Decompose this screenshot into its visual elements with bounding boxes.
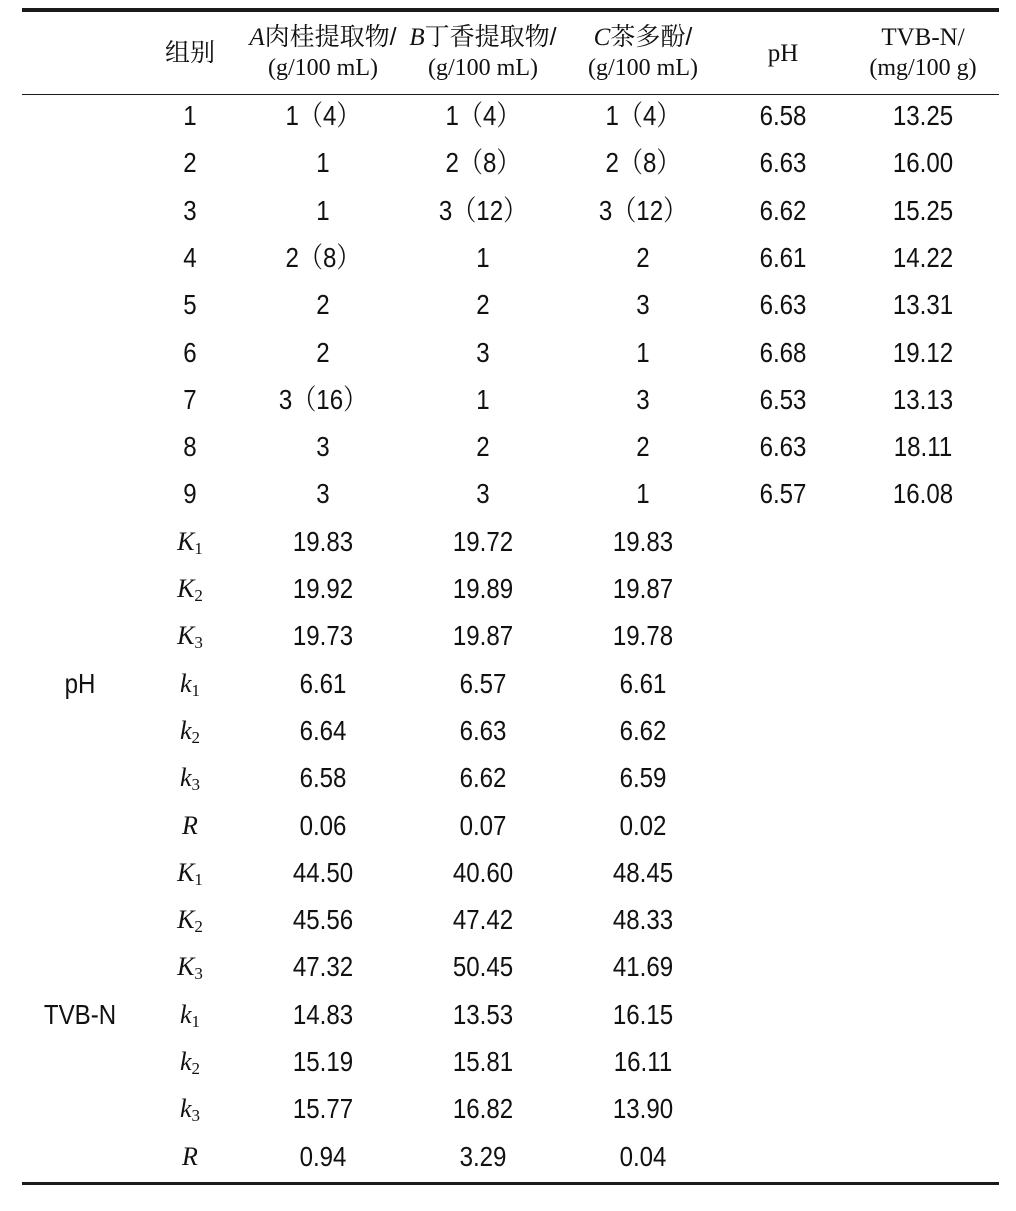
header-bottom-rule — [22, 94, 999, 95]
table-top-rule — [22, 8, 999, 12]
factor-b-cell: 2（8） — [445, 147, 521, 178]
ph-cell: 6.58 — [759, 100, 807, 131]
factor-a-cell: 2 — [316, 337, 330, 368]
stat-a-cell: 19.73 — [292, 620, 354, 651]
stat-c-cell: 48.33 — [612, 904, 674, 935]
stat-a-cell: 14.83 — [292, 999, 354, 1030]
ph-cell: 6.57 — [759, 478, 807, 509]
group-cell: 2 — [183, 147, 197, 178]
table-bottom-rule — [22, 1182, 999, 1185]
factor-b-cell: 2 — [476, 431, 490, 462]
col-header-b — [403, 14, 563, 92]
tvbn-cell: 19.12 — [892, 337, 954, 368]
stat-c-cell: 6.59 — [619, 762, 667, 793]
ph-cell: 6.68 — [759, 337, 807, 368]
factor-c-cell: 2 — [636, 242, 650, 273]
col-header-c-name: C茶多酚/ — [593, 23, 693, 51]
factor-c-cell: 1 — [636, 478, 650, 509]
group-cell: 7 — [183, 384, 197, 415]
factor-c-cell: 3（12） — [598, 195, 688, 226]
col-header-tvbn-unit: (mg/100 g) — [869, 55, 977, 81]
factor-b-cell: 1 — [476, 384, 490, 415]
stat-c-cell: 6.61 — [619, 668, 667, 699]
stat-c-cell: 41.69 — [612, 951, 674, 982]
stat-b-cell: 15.81 — [452, 1046, 514, 1077]
stat-c-cell: 16.11 — [613, 1046, 673, 1077]
stat-c-cell: 13.90 — [612, 1093, 674, 1124]
ph-cell: 6.63 — [759, 147, 807, 178]
col-header-a-unit: (g/100 mL) — [268, 55, 378, 81]
factor-a-cell: 3（16） — [278, 384, 368, 415]
factor-b-cell: 3 — [476, 478, 490, 509]
group-cell: 9 — [183, 478, 197, 509]
stat-c-cell: 48.45 — [612, 857, 674, 888]
stat-a-cell: 0.94 — [299, 1141, 347, 1172]
stat-symbol: $K_2$ — [177, 905, 203, 936]
col-header-b-unit: (g/100 mL) — [428, 55, 538, 81]
factor-a-cell: 2 — [316, 289, 330, 320]
factor-b-cell: 2 — [476, 289, 490, 320]
col-header-tvbn — [843, 14, 1003, 92]
factor-b-cell: 1（4） — [445, 100, 521, 131]
tvbn-cell: 16.00 — [892, 147, 954, 178]
stat-symbol: $k_3$ — [179, 1094, 201, 1125]
factor-a-cell: 3 — [316, 431, 330, 462]
ph-cell: 6.63 — [759, 289, 807, 320]
col-header-b-name: B丁香提取物/ — [409, 23, 557, 51]
ph-cell: 6.61 — [759, 242, 807, 273]
stat-b-cell: 40.60 — [452, 857, 514, 888]
col-header-ph — [723, 14, 843, 92]
stat-a-cell: 6.61 — [299, 668, 347, 699]
col-header-tvbn-name: TVB-N/ — [881, 24, 965, 51]
factor-b-cell: 3 — [476, 337, 490, 368]
tvbn-cell: 13.31 — [892, 289, 954, 320]
stat-a-cell: 15.19 — [292, 1046, 354, 1077]
tvbn-cell: 15.25 — [892, 195, 954, 226]
stat-b-cell: 0.07 — [459, 810, 507, 841]
factor-a-cell: 2（8） — [285, 242, 361, 273]
group-cell: 1 — [183, 100, 197, 131]
factor-b-cell: 3（12） — [438, 195, 528, 226]
stat-c-cell: 6.62 — [619, 715, 667, 746]
stat-b-cell: 47.42 — [452, 904, 514, 935]
stat-symbol: $K_1$ — [177, 858, 203, 889]
stat-c-cell: 19.83 — [612, 526, 674, 557]
tvbn-cell: 13.25 — [892, 100, 954, 131]
col-header-a-name: A肉桂提取物/ — [249, 23, 397, 51]
stat-symbol: R — [182, 1142, 198, 1171]
stat-a-cell: 0.06 — [299, 810, 347, 841]
ph-cell: 6.63 — [759, 431, 807, 462]
stat-c-cell: 19.78 — [612, 620, 674, 651]
stat-b-cell: 6.57 — [459, 668, 507, 699]
stat-c-cell: 19.87 — [612, 573, 674, 604]
stat-symbol: $k_2$ — [179, 716, 201, 747]
stat-symbol: $K_1$ — [177, 527, 203, 558]
stat-c-cell: 0.04 — [619, 1141, 667, 1172]
stat-a-cell: 15.77 — [292, 1093, 354, 1124]
factor-a-cell: 3 — [316, 478, 330, 509]
stat-a-cell: 19.83 — [292, 526, 354, 557]
stat-b-cell: 16.82 — [452, 1093, 514, 1124]
stat-b-cell: 19.87 — [452, 620, 514, 651]
ph-cell: 6.53 — [759, 384, 807, 415]
stat-a-cell: 47.32 — [292, 951, 354, 982]
tvbn-cell: 13.13 — [892, 384, 954, 415]
group-cell: 8 — [183, 431, 197, 462]
group-cell: 4 — [183, 242, 197, 273]
stat-symbol: $k_1$ — [179, 669, 201, 700]
stat-symbol: $k_2$ — [179, 1047, 201, 1078]
stat-a-cell: 19.92 — [292, 573, 354, 604]
group-cell: 3 — [183, 195, 197, 226]
stat-symbol: $K_3$ — [177, 952, 203, 983]
factor-c-cell: 1 — [636, 337, 650, 368]
col-header-ph-label: pH — [767, 39, 799, 67]
stat-c-cell: 0.02 — [619, 810, 667, 841]
col-header-a — [243, 14, 403, 92]
group-cell: 6 — [183, 337, 197, 368]
factor-c-cell: 2（8） — [605, 147, 681, 178]
stat-b-cell: 19.89 — [452, 573, 514, 604]
tvbn-cell: 18.11 — [893, 431, 953, 462]
factor-a-cell: 1 — [316, 195, 330, 226]
stat-symbol: $K_3$ — [177, 621, 203, 652]
factor-c-cell: 3 — [636, 384, 650, 415]
ph-cell: 6.62 — [759, 195, 807, 226]
tvbn-cell: 16.08 — [892, 478, 954, 509]
stat-b-cell: 19.72 — [452, 526, 514, 557]
stat-symbol: $k_3$ — [179, 763, 201, 794]
col-header-group — [140, 14, 240, 92]
col-header-c-unit: (g/100 mL) — [588, 55, 698, 81]
stat-symbol: $k_1$ — [179, 1000, 201, 1031]
stat-a-cell: 44.50 — [292, 857, 354, 888]
stat-a-cell: 6.58 — [299, 762, 347, 793]
stat-a-cell: 6.64 — [299, 715, 347, 746]
tvbn-block-label: TVB-N — [43, 999, 117, 1030]
col-header-group-label: 组别 — [164, 38, 215, 67]
stat-c-cell: 16.15 — [612, 999, 674, 1030]
factor-c-cell: 1（4） — [605, 100, 681, 131]
stat-b-cell: 6.63 — [459, 715, 507, 746]
factor-c-cell: 2 — [636, 431, 650, 462]
stat-a-cell: 45.56 — [292, 904, 354, 935]
ph-block-label: pH — [64, 668, 96, 699]
stat-b-cell: 50.45 — [452, 951, 514, 982]
stat-b-cell: 6.62 — [459, 762, 507, 793]
factor-a-cell: 1 — [316, 147, 330, 178]
col-header-c — [563, 14, 723, 92]
stat-symbol: R — [182, 811, 198, 840]
factor-a-cell: 1（4） — [285, 100, 361, 131]
factor-c-cell: 3 — [636, 289, 650, 320]
factor-b-cell: 1 — [476, 242, 490, 273]
group-cell: 5 — [183, 289, 197, 320]
stat-b-cell: 3.29 — [459, 1141, 507, 1172]
stat-b-cell: 13.53 — [452, 999, 514, 1030]
tvbn-cell: 14.22 — [892, 242, 954, 273]
stat-symbol: $K_2$ — [177, 574, 203, 605]
